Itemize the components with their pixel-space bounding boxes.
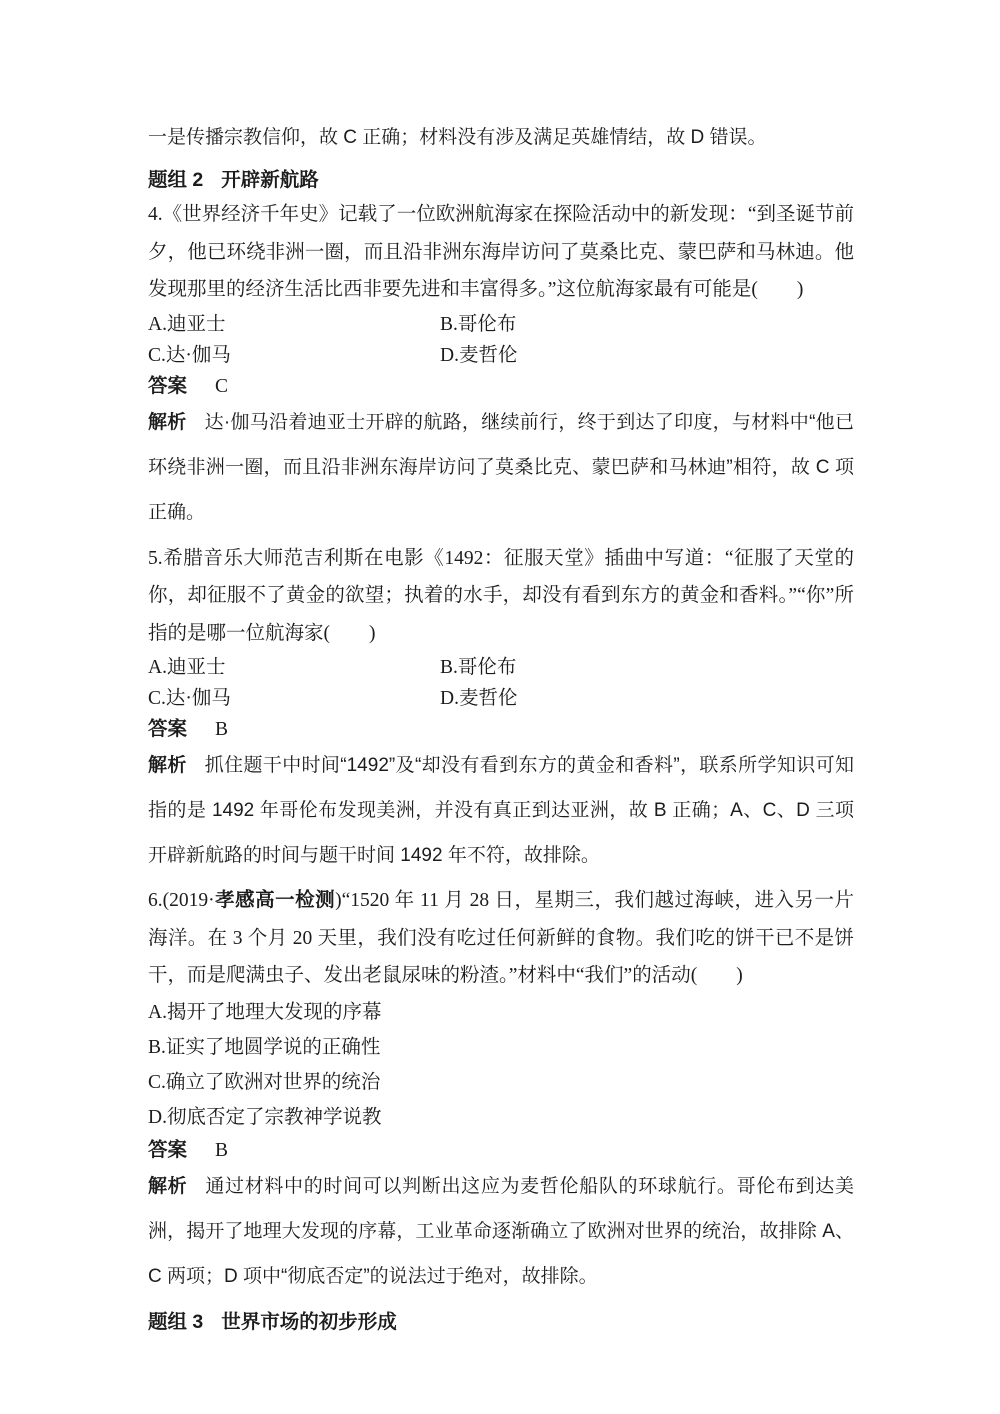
question-6-answer-value: B	[215, 1139, 229, 1161]
question-5	[148, 540, 854, 879]
question-4	[148, 196, 854, 535]
group-2-label: 题组 2	[148, 169, 204, 191]
question-6-answer-row	[148, 1135, 854, 1166]
question-5-analysis-text: 抓住题干中时间“1492”及“却没有看到东方的黄金和香料”，联系所学知识可知指的是 1492 年哥伦布发现美洲，并没有真正到达亚洲，故 B 正确；A、C、D 三项开辟新航路的时间与题干时间 1492 年不符，故排除。	[148, 755, 854, 866]
question-6-analysis-text: 通过材料中的时间可以判断出这应为麦哲伦船队的环球航行。哥伦布到达美洲，揭开了地理大发现的序幕，工业革命逐渐确立了欧洲对世界的统治，故排除 A、C 两项；D 项中“彻底否定”的说法过于绝对，故排除。	[148, 1175, 854, 1287]
question-5-answer-value: B	[215, 719, 229, 740]
question-4-option-a: A.迪亚士	[148, 313, 226, 335]
question-6-option-b: B.证实了地圆学说的正确性	[148, 1036, 381, 1058]
question-5-options	[148, 652, 854, 714]
group-heading-3	[148, 1307, 854, 1337]
question-4-options	[148, 309, 854, 371]
question-4-option-b: B.哥伦布	[440, 313, 517, 335]
question-4-answer-value: C	[215, 375, 229, 397]
question-6-option-a: A.揭开了地理大发现的序幕	[148, 1001, 382, 1023]
group-heading-2	[148, 165, 854, 195]
question-6-analysis	[148, 1164, 854, 1299]
question-6-stem	[148, 882, 854, 995]
question-6-option-c: C.确立了欧洲对世界的统治	[148, 1071, 381, 1093]
question-5-option-b: B.哥伦布	[440, 657, 517, 678]
answer-label: 答案	[148, 1138, 188, 1161]
question-4-option-d: D.麦哲伦	[440, 344, 518, 366]
answer-label: 答案	[148, 374, 188, 397]
question-6	[148, 882, 854, 1299]
question-5-option-a: A.迪亚士	[148, 657, 226, 678]
question-5-answer-row	[148, 714, 854, 745]
group-3-label: 题组 3	[148, 1310, 204, 1333]
group-2-title: 开辟新航路	[221, 169, 319, 191]
question-6-source-tag: 孝感高一检测	[214, 889, 336, 911]
question-5-analysis	[148, 743, 854, 878]
group-3-title: 世界市场的初步形成	[221, 1310, 397, 1333]
question-5-option-c: C.达·伽马	[148, 688, 231, 709]
question-4-stem: 4.《世界经济千年史》记载了一位欧洲航海家在探险活动中的新发现：“到圣诞节前夕，他已环绕非洲一圈，而且沿非洲东海岸访问了莫桑比克、蒙巴萨和马林迪。他发现那里的经济生活比西非要先进和丰富得多。”这位航海家最有可能是( )	[148, 204, 854, 300]
question-6-stem-text: )“1520 年 11 月 28 日，星期三，我们越过海峡，进入另一片海洋。在 3 个月 20 天里，我们没有吃过任何新鲜的食物。我们吃的饼干已不是饼干，而是爬满虫子、发出老鼠尿味的粉渣。”材料中“我们”的活动( )	[148, 890, 854, 986]
question-4-option-c: C.达·伽马	[148, 344, 231, 366]
question-5-stem: 5.希腊音乐大师范吉利斯在电影《1492：征服天堂》插曲中写道：“征服了天堂的你，却征服不了黄金的欲望；执着的水手，却没有看到东方的黄金和香料。”“你”所指的是哪一位航海家( )	[148, 547, 854, 644]
analysis-continuation-text: 一是传播宗教信仰，故 C 正确；材料没有涉及满足英雄情结，故 D 错误。	[148, 127, 767, 148]
question-4-answer-row	[148, 371, 854, 402]
question-4-analysis-text: 达·伽马沿着迪亚士开辟的航路，继续前行，终于到达了印度，与材料中“他已环绕非洲一圈，而且沿非洲东海岸访问了莫桑比克、蒙巴萨和马林迪”相符，故 C 项正确。	[148, 411, 854, 523]
question-6-option-d: D.彻底否定了宗教神学说教	[148, 1106, 382, 1128]
analysis-label: 解析	[148, 755, 187, 776]
question-6-number: 6.(2019·	[148, 890, 215, 911]
question-5-option-d: D.麦哲伦	[440, 688, 518, 709]
question-6-options	[148, 995, 854, 1135]
question-4-analysis	[148, 400, 854, 535]
analysis-label: 解析	[148, 411, 187, 433]
analysis-label: 解析	[148, 1175, 188, 1197]
answer-label: 答案	[148, 718, 188, 740]
